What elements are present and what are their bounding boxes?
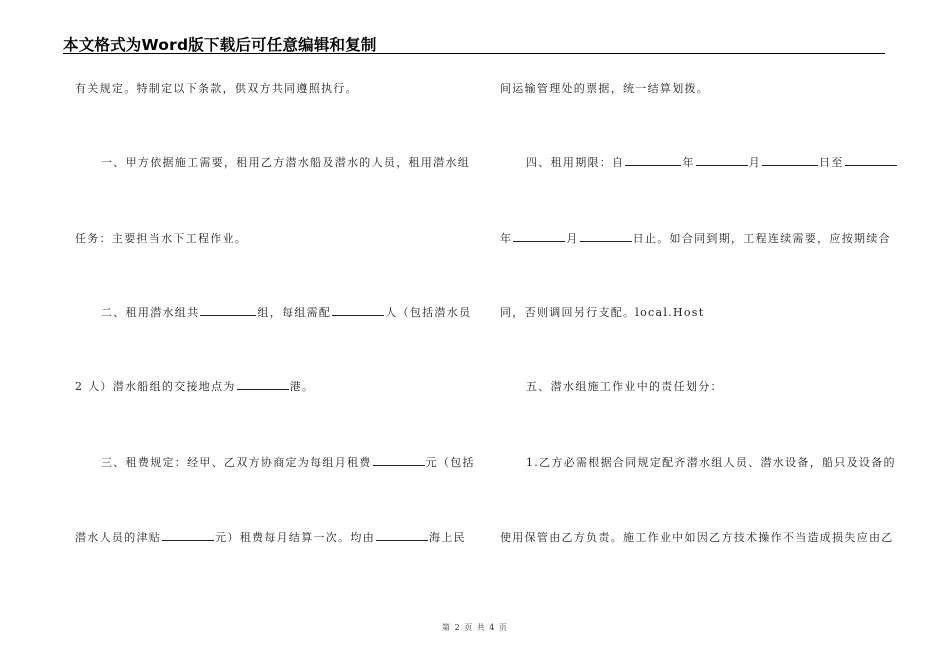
text: 有关规定。特制定以下条款，供双方共同遵照执行。 <box>75 82 358 95</box>
banner-divider <box>63 53 885 54</box>
text: 潜水人员的津贴 <box>75 531 162 544</box>
text: 日至 <box>819 156 844 169</box>
right-line-6 <box>500 454 896 470</box>
fill-in-blank <box>162 530 214 541</box>
text: 四、租用期限：自 <box>526 156 625 169</box>
text: 二、租用潜水组共 <box>101 306 200 319</box>
left-line-6 <box>75 454 475 470</box>
left-line-3 <box>75 230 247 246</box>
text: 三、租费规定：经甲、乙双方协商定为每组月租费 <box>101 456 372 469</box>
right-line-7 <box>500 529 894 545</box>
right-line-5 <box>500 378 723 394</box>
fill-in-blank <box>845 155 897 166</box>
left-line-2 <box>75 154 470 170</box>
fill-in-blank <box>200 305 256 316</box>
document-banner-title: 本文格式为Word版下载后可任意编辑和复制 <box>63 36 377 54</box>
text: 组，每组需配 <box>257 306 332 319</box>
right-line-1 <box>500 80 709 96</box>
fill-in-blank <box>625 155 681 166</box>
text: 人（包括潜水员 <box>385 306 472 319</box>
left-line-4 <box>75 304 471 320</box>
text: 月 <box>748 156 762 169</box>
fill-in-blank <box>513 231 565 242</box>
text: 年 <box>500 232 513 245</box>
fill-in-blank <box>237 379 289 390</box>
text: 2 人）潜水船组的交接地点为 <box>75 380 236 393</box>
left-line-1 <box>75 80 358 96</box>
text: 元）租费每月结算一次。均由 <box>215 531 376 544</box>
text: 使用保管由乙方负责。施工作业中如因乙方技术操作不当造成损失应由乙 <box>500 531 894 544</box>
left-line-5 <box>75 378 314 394</box>
text: 港。 <box>289 380 315 393</box>
fill-in-blank <box>373 455 425 466</box>
text: 间运输管理处的票据，统一结算划拨。 <box>500 82 710 95</box>
text: 日止。如合同到期，工程连续需要，应按期续合 <box>632 232 891 245</box>
fill-in-blank <box>376 530 428 541</box>
text: 同，否则调回另行支配。local.Host <box>500 306 705 319</box>
fill-in-blank <box>332 305 384 316</box>
fill-in-blank <box>580 231 632 242</box>
text: 月 <box>566 232 579 245</box>
text: 1.乙方必需根据合同规定配齐潜水组人员、潜水设备，船只及设备的 <box>526 456 896 469</box>
text: 海上民 <box>429 531 466 544</box>
text: 一、甲方依据施工需要，租用乙方潜水船及潜水的人员，租用潜水组 <box>101 156 470 169</box>
text: 任务：主要担当水下工程作业。 <box>75 232 248 245</box>
fill-in-blank <box>762 155 818 166</box>
right-line-2 <box>500 154 898 170</box>
text: 元（包括 <box>425 456 475 469</box>
left-line-7 <box>75 529 466 545</box>
page-number-footer: 第 2 页 共 4 页 <box>442 623 508 632</box>
text: 五、潜水组施工作业中的责任划分： <box>526 380 723 393</box>
fill-in-blank <box>696 155 748 166</box>
text: 年 <box>682 156 695 169</box>
right-line-3 <box>500 230 891 246</box>
right-line-4 <box>500 304 704 320</box>
